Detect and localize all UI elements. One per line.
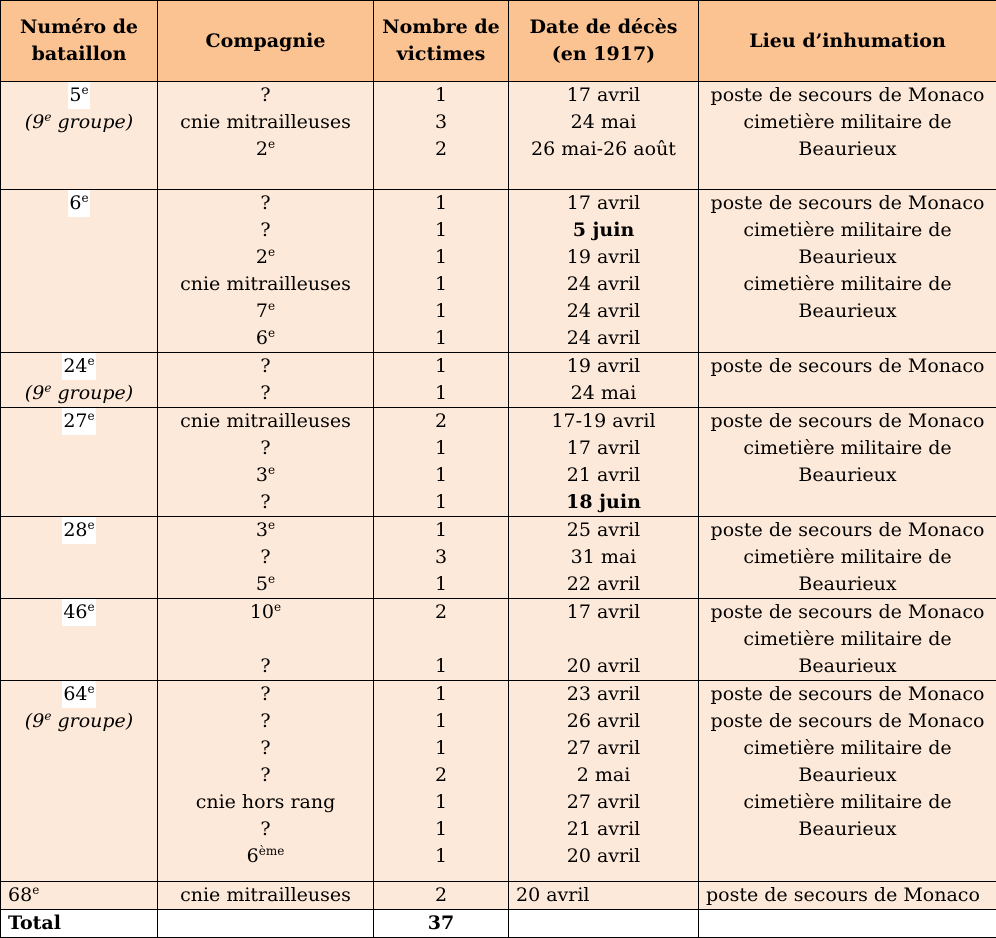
battalion-group-row (1, 190, 996, 353)
date-line: 21 avril (509, 816, 698, 843)
superscript: e (88, 409, 95, 423)
battalion-group-row (1, 353, 996, 408)
date-line: 24 avril (509, 298, 698, 325)
cell-victimes (374, 599, 509, 681)
compagnie-line: cnie mitrailleuses (158, 109, 373, 136)
lieu-line: Beaurieux (699, 762, 996, 789)
victimes-line: 3 (374, 544, 508, 571)
header-compagnie: Compagnie (158, 1, 374, 82)
compagnie-line: ? (158, 435, 373, 462)
compagnie-line: ? (158, 681, 373, 708)
cell-victimes (374, 681, 509, 882)
superscript: e (268, 245, 275, 259)
superscript: e (88, 518, 95, 532)
victimes-line: 1 (374, 489, 508, 516)
row-68 (1, 882, 996, 910)
compagnie-line: 6ème (158, 843, 373, 870)
victimes-line: 2 (374, 762, 508, 789)
cell-date (509, 681, 699, 882)
victimes-line: 1 (374, 735, 508, 762)
cell-victimes (374, 353, 509, 408)
lieu-line: poste de secours de Monaco (699, 681, 996, 708)
lieu-line: cimetière militaire de (699, 109, 996, 136)
compagnie-line: ? (158, 762, 373, 789)
battalion-number (1, 82, 157, 109)
victimes-line: 1 (374, 517, 508, 544)
compagnie-line: ? (158, 708, 373, 735)
total-row (1, 910, 996, 938)
cell-victimes: 2 (374, 882, 509, 910)
battalion-number-label: 64e (62, 681, 95, 708)
date-line: 24 mai (509, 380, 698, 407)
compagnie-line: cnie mitrailleuses (158, 271, 373, 298)
date-line: 22 avril (509, 571, 698, 598)
lieu-line: Beaurieux (699, 462, 996, 489)
victimes-line: 1 (374, 843, 508, 870)
cell-date (509, 408, 699, 517)
header-bataillon: Numéro de bataillon (1, 1, 158, 82)
lieu-line: cimetière militaire de (699, 271, 996, 298)
victimes-line: 1 (374, 217, 508, 244)
date-line: 26 avril (509, 708, 698, 735)
superscript: e (268, 463, 275, 477)
battalion-number (1, 190, 157, 217)
total-label: Total (1, 910, 158, 938)
cell-victimes (374, 82, 509, 190)
superscript: e (44, 709, 51, 723)
victimes-line: 1 (374, 462, 508, 489)
cell-date (509, 190, 699, 353)
cell-lieu (699, 82, 996, 190)
compagnie-line: ? (158, 735, 373, 762)
lieu-line: cimetière militaire de (699, 789, 996, 816)
cell-bataillon (1, 190, 158, 353)
cell-bataillon (1, 517, 158, 599)
victimes-line: 1 (374, 298, 508, 325)
compagnie-line: 5e (158, 571, 373, 598)
battalion-number (1, 353, 157, 380)
cell-compagnie: cnie mitrailleuses (158, 882, 374, 910)
total-empty-cell (158, 910, 374, 938)
cell-victimes (374, 408, 509, 517)
compagnie-line: 3e (158, 517, 373, 544)
cell-date (509, 599, 699, 681)
compagnie-line: 6e (158, 325, 373, 352)
cell-bataillon (1, 353, 158, 408)
victimes-line: 1 (374, 681, 508, 708)
cell-compagnie (158, 681, 374, 882)
lieu-line: poste de secours de Monaco (699, 82, 996, 109)
lieu-line: cimetière militaire de (699, 626, 996, 653)
header-date: Date de décès (en 1917) (509, 1, 699, 82)
superscript: e (268, 299, 275, 313)
compagnie-line: 7e (158, 298, 373, 325)
compagnie-line: 10e (158, 599, 373, 626)
date-line: 31 mai (509, 544, 698, 571)
superscript: e (44, 110, 51, 124)
compagnie-line: ? (158, 190, 373, 217)
lieu-line: Beaurieux (699, 653, 996, 680)
compagnie-line: cnie hors rang (158, 789, 373, 816)
battalion-number-label: 24e (62, 353, 95, 380)
victimes-line: 1 (374, 353, 508, 380)
lieu-line: cimetière militaire de (699, 544, 996, 571)
victimes-line: 2 (374, 599, 508, 626)
victimes-line: 2 (374, 136, 508, 163)
date-line: 17 avril (509, 435, 698, 462)
date-line: 26 mai-26 août (509, 136, 698, 163)
victimes-line: 1 (374, 816, 508, 843)
battalion-group-row (1, 599, 996, 681)
cell-date (509, 82, 699, 190)
date-line: 17 avril (509, 599, 698, 626)
total-empty-cell (699, 910, 996, 938)
cell-compagnie (158, 599, 374, 681)
superscript: e (268, 572, 275, 586)
date-line: 23 avril (509, 681, 698, 708)
date-line: 19 avril (509, 353, 698, 380)
compagnie-line: 2e (158, 244, 373, 271)
lieu-line: Beaurieux (699, 571, 996, 598)
header-lieu: Lieu d’inhumation (699, 1, 996, 82)
date-line: 5 juin (509, 217, 698, 244)
cell-victimes (374, 517, 509, 599)
battalion-group-row (1, 681, 996, 882)
cell-lieu (699, 353, 996, 408)
battalion-number (1, 681, 157, 708)
superscript: e (88, 682, 95, 696)
lieu-line: cimetière militaire de (699, 435, 996, 462)
battalion-group-row (1, 408, 996, 517)
cell-compagnie (158, 517, 374, 599)
cell-date (509, 353, 699, 408)
date-line: 2 mai (509, 762, 698, 789)
cell-compagnie (158, 353, 374, 408)
battalion-groupe: (9e groupe) (1, 380, 157, 407)
cell-compagnie (158, 408, 374, 517)
cell-date: 20 avril (509, 882, 699, 910)
cell-lieu (699, 599, 996, 681)
superscript: e (274, 600, 281, 614)
battalion-number (1, 599, 157, 626)
lieu-line: Beaurieux (699, 244, 996, 271)
lieu-line: poste de secours de Monaco (699, 517, 996, 544)
battalion-number (1, 408, 157, 435)
date-line: 20 avril (509, 843, 698, 870)
victimes-line: 3 (374, 109, 508, 136)
cell-bataillon (1, 408, 158, 517)
compagnie-line: ? (158, 544, 373, 571)
header-victimes: Nombre de victimes (374, 1, 509, 82)
lieu-line: poste de secours de Monaco (699, 408, 996, 435)
lieu-line: Beaurieux (699, 298, 996, 325)
battalion-number-label: 28e (62, 517, 95, 544)
battalion-number-label: 46e (62, 599, 95, 626)
compagnie-line: ? (158, 380, 373, 407)
lieu-line: poste de secours de Monaco (699, 353, 996, 380)
date-line: 17 avril (509, 82, 698, 109)
compagnie-line: ? (158, 653, 373, 680)
lieu-line: cimetière militaire de (699, 735, 996, 762)
superscript: ème (259, 844, 285, 858)
cell-compagnie (158, 82, 374, 190)
cell-bataillon (1, 681, 158, 882)
cell-bataillon (1, 599, 158, 681)
superscript: e (268, 326, 275, 340)
battalion-group-row (1, 82, 996, 190)
cell-bataillon (1, 82, 158, 190)
battalion-number-label: 27e (62, 408, 95, 435)
total-empty-cell (509, 910, 699, 938)
victimes-line: 1 (374, 325, 508, 352)
superscript: e (268, 137, 275, 151)
cell-lieu (699, 681, 996, 882)
superscript: e (81, 191, 88, 205)
victimes-line: 1 (374, 571, 508, 598)
cell-date (509, 517, 699, 599)
cell-lieu: poste de secours de Monaco (699, 882, 996, 910)
cell-lieu (699, 408, 996, 517)
compagnie-line: cnie mitrailleuses (158, 408, 373, 435)
lieu-line: Beaurieux (699, 136, 996, 163)
cell-lieu (699, 190, 996, 353)
victimes-line: 1 (374, 435, 508, 462)
date-line: 24 avril (509, 325, 698, 352)
superscript: e (268, 518, 275, 532)
date-line: 19 avril (509, 244, 698, 271)
victimes-line: 1 (374, 271, 508, 298)
compagnie-line: ? (158, 217, 373, 244)
lieu-line: poste de secours de Monaco (699, 708, 996, 735)
lieu-line: cimetière militaire de (699, 217, 996, 244)
header-row (1, 1, 996, 82)
superscript: e (88, 354, 95, 368)
date-line: 20 avril (509, 653, 698, 680)
superscript: e (44, 381, 51, 395)
victimes-line: 2 (374, 408, 508, 435)
compagnie-line: ? (158, 353, 373, 380)
date-line: 24 avril (509, 271, 698, 298)
victimes-line: 1 (374, 789, 508, 816)
victimes-line: 1 (374, 82, 508, 109)
date-line: 27 avril (509, 789, 698, 816)
compagnie-line: ? (158, 82, 373, 109)
compagnie-line: ? (158, 816, 373, 843)
date-line: 27 avril (509, 735, 698, 762)
date-line: 25 avril (509, 517, 698, 544)
battalion-number-label: 6e (68, 190, 89, 217)
battalion-number-label: 5e (68, 82, 89, 109)
battalion-groupe: (9e groupe) (1, 109, 157, 136)
battalion-number (1, 517, 157, 544)
victimes-line: 1 (374, 190, 508, 217)
compagnie-line: 2e (158, 136, 373, 163)
victimes-line: 1 (374, 380, 508, 407)
cell-lieu (699, 517, 996, 599)
date-line: 24 mai (509, 109, 698, 136)
compagnie-line (158, 626, 373, 653)
date-line: 18 juin (509, 489, 698, 516)
lieu-line: poste de secours de Monaco (699, 599, 996, 626)
compagnie-line: ? (158, 489, 373, 516)
battalion-groupe: (9e groupe) (1, 708, 157, 735)
battalion-group-row (1, 517, 996, 599)
victimes-line (374, 626, 508, 653)
cell-bataillon: 68e (1, 882, 158, 910)
lieu-line: poste de secours de Monaco (699, 190, 996, 217)
cell-victimes (374, 190, 509, 353)
date-line: 21 avril (509, 462, 698, 489)
cell-compagnie (158, 190, 374, 353)
date-line: 17-19 avril (509, 408, 698, 435)
victimes-line: 1 (374, 708, 508, 735)
date-line (509, 626, 698, 653)
total-value: 37 (374, 910, 509, 938)
compagnie-line: 3e (158, 462, 373, 489)
lieu-line: Beaurieux (699, 816, 996, 843)
superscript: e (81, 83, 88, 97)
date-line: 17 avril (509, 190, 698, 217)
victimes-line: 1 (374, 653, 508, 680)
victimes-line: 1 (374, 244, 508, 271)
superscript: e (88, 600, 95, 614)
